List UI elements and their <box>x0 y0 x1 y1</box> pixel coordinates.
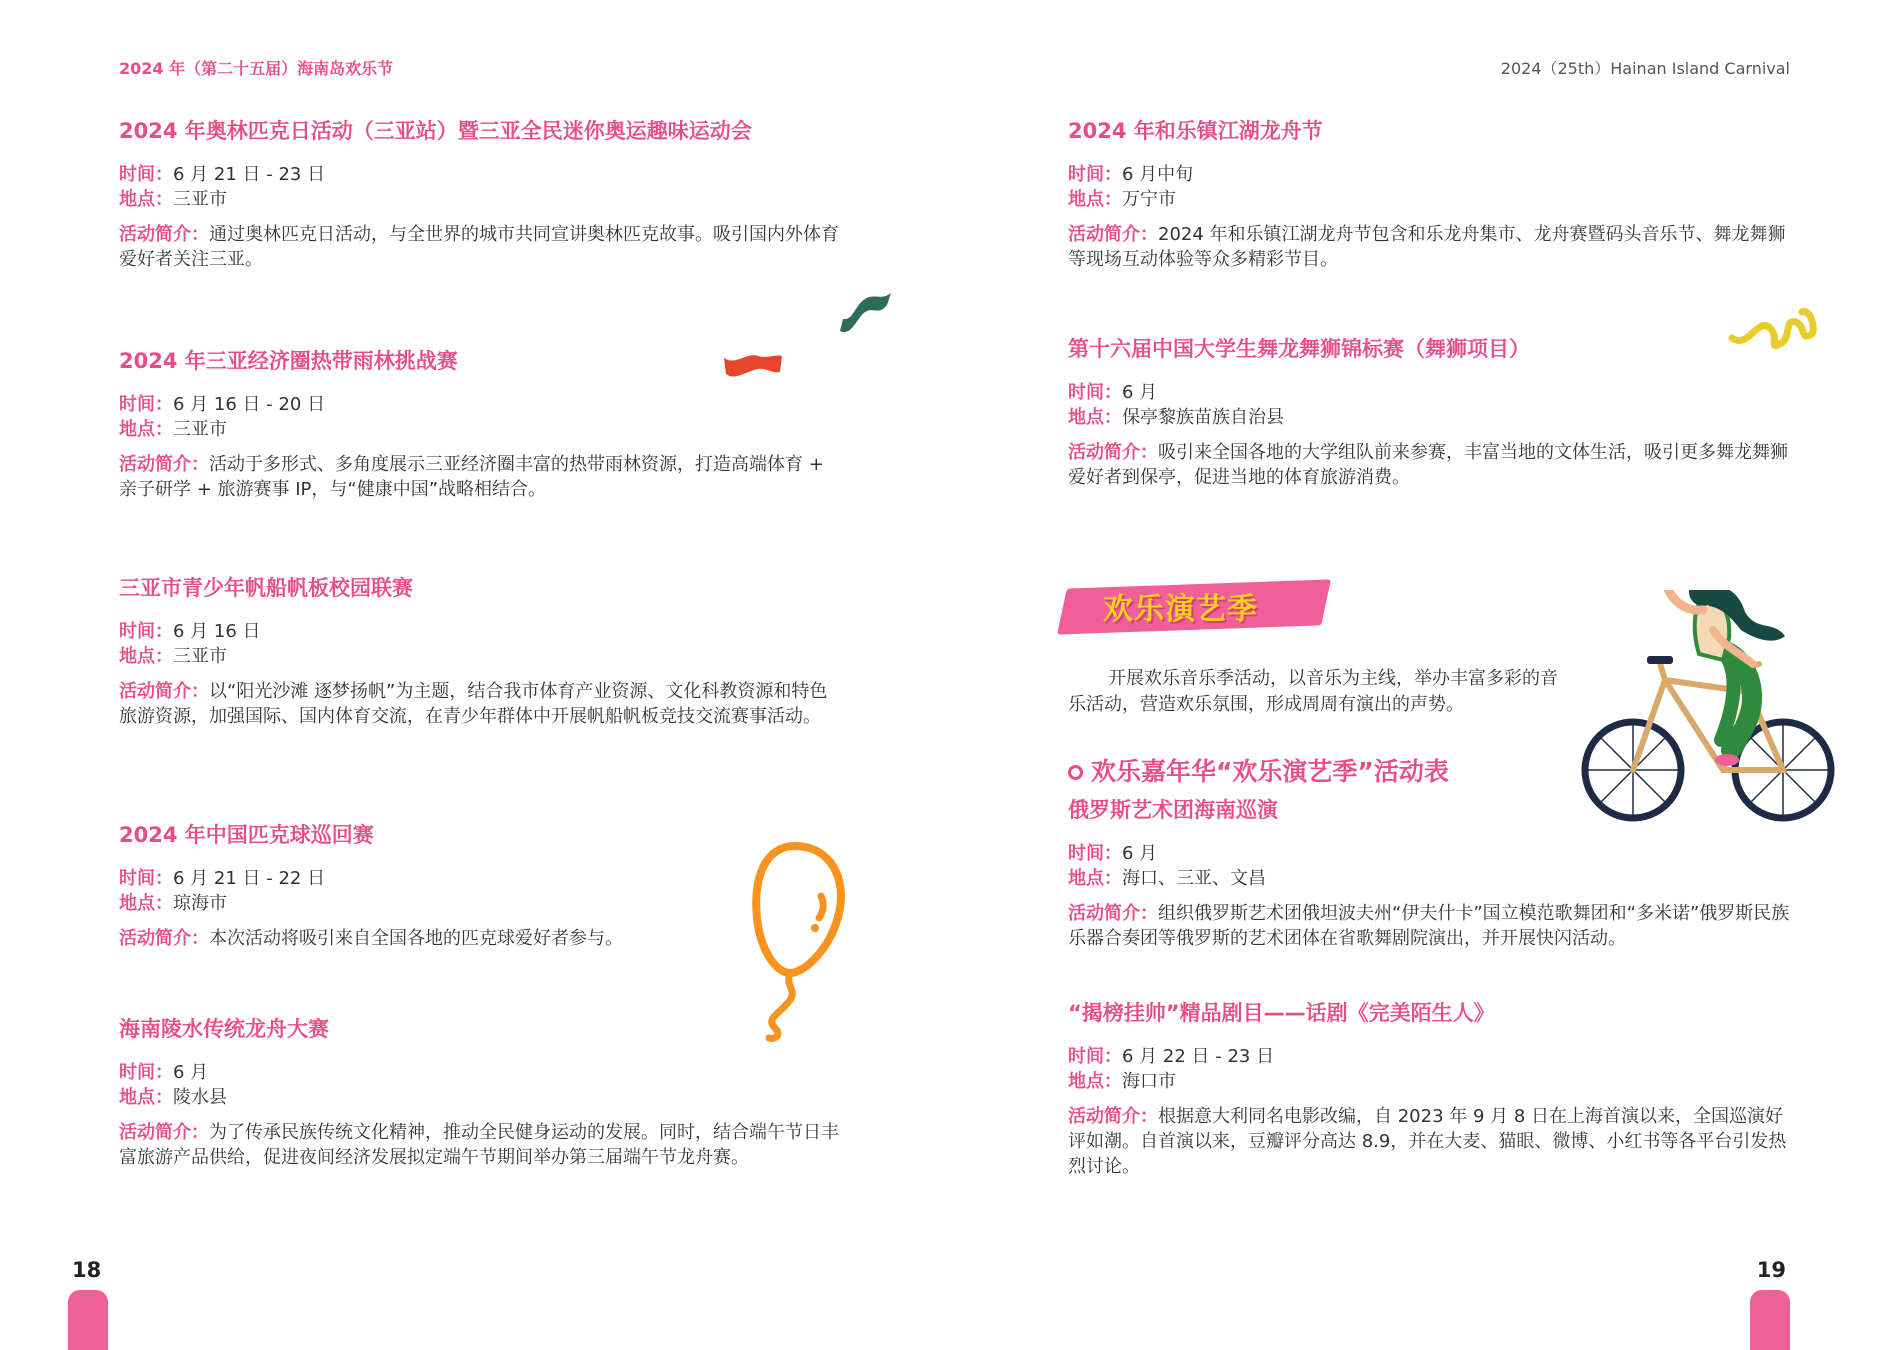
right-page <box>945 0 1890 1339</box>
event-time: 时间：6 月 <box>119 1062 209 1083</box>
event-desc: 活动简介：为了传承民族传统文化精神，推动全民健身运动的发展。同时，结合端午节日丰富旅游产品供给，促进夜间经济发展拟定端午节期间举办第三届端午节龙舟赛。 <box>119 1122 839 1168</box>
event-desc: 活动简介：组织俄罗斯艺术团俄坦波夫州“伊夫什卡”国立模范歌舞团和“多米诺”俄罗斯民族乐器合奏团等俄罗斯的艺术团体在省歌舞剧院演出，并开展快闪活动。 <box>1068 903 1790 949</box>
event-title: 2024 年和乐镇江湖龙舟节 <box>1068 119 1323 143</box>
event-youth-sailing <box>119 575 839 729</box>
event-title: 2024 年三亚经济圈热带雨林挑战赛 <box>119 349 458 373</box>
event-place: 地点：海口、三亚、文昌 <box>1068 868 1266 889</box>
event-time: 时间：6 月 <box>1068 382 1158 403</box>
event-place: 地点：三亚市 <box>119 189 227 210</box>
event-title: 海南陵水传统龙舟大赛 <box>119 1017 329 1041</box>
event-time: 时间：6 月 21 日 - 23 日 <box>119 164 326 185</box>
orange-balloon-icon <box>735 838 855 1043</box>
page-tab-right <box>1750 1290 1790 1350</box>
event-desc: 活动简介：活动于多形式、多角度展示三亚经济圈丰富的热带雨林资源，打造高端体育 + 亲子研学 + 旅游赛事 IP，与“健康中国”战略相结合。 <box>119 454 824 500</box>
event-perfect-strangers-play <box>1068 1000 1793 1179</box>
event-title: 俄罗斯艺术团海南巡演 <box>1068 798 1278 822</box>
event-desc: 活动简介：通过奥林匹克日活动，与全世界的城市共同宣讲奥林匹克故事。吸引国内外体育爱好者关注三亚。 <box>119 224 839 270</box>
event-title: 三亚市青少年帆船帆板校园联赛 <box>119 576 413 600</box>
yellow-squiggle-icon <box>1728 298 1818 356</box>
event-hele-dragon-boat <box>1068 118 1793 272</box>
running-header-left: 2024 年（第二十五届）海南岛欢乐节 <box>119 59 394 78</box>
event-lingshui-dragon-boat <box>119 1016 839 1170</box>
running-header-right: 2024（25th）Hainan Island Carnival <box>1500 59 1790 78</box>
event-lion-dance-championship <box>1068 336 1793 490</box>
red-confetti-icon <box>722 350 784 382</box>
event-desc: 活动简介：根据意大利同名电影改编，自 2023 年 9 月 8 日在上海首演以来，全国巡演好评如潮。自首演以来，豆瓣评分高达 8.9，并在大麦、猫眼、微博、小红书等各平台引发热烈讨论。 <box>1068 1106 1787 1177</box>
green-confetti-icon <box>835 285 895 341</box>
page-number-left: 18 <box>72 1258 102 1282</box>
woman-on-bicycle-illustration <box>1573 590 1845 840</box>
event-pickleball-tour <box>119 822 839 951</box>
event-desc: 活动简介：以“阳光沙滩 逐梦扬帆”为主题，结合我市体育产业资源、文化科教资源和特色旅游资源，加强国际、国内体育交流，在青少年群体中开展帆船帆板竞技交流赛事活动。 <box>119 681 828 727</box>
event-place: 地点：保亭黎族苗族自治县 <box>1068 407 1284 428</box>
event-olympic-day <box>119 118 839 272</box>
event-title: “揭榜挂帅”精品剧目——话剧《完美陌生人》 <box>1068 1001 1495 1025</box>
event-time: 时间：6 月 <box>1068 843 1158 864</box>
event-desc: 活动简介：本次活动将吸引来自全国各地的匹克球爱好者参与。 <box>119 928 623 949</box>
event-place: 地点：三亚市 <box>119 646 227 667</box>
event-desc: 活动简介：吸引来全国各地的大学组队前来参赛，丰富当地的文体生活，吸引更多舞龙舞狮爱好者到保亭，促进当地的体育旅游消费。 <box>1068 442 1788 488</box>
event-time: 时间：6 月 22 日 - 23 日 <box>1068 1046 1275 1067</box>
season-intro: 开展欢乐音乐季活动，以音乐为主线，举办丰富多彩的音乐活动，营造欢乐氛围，形成周周有演出的声势。 <box>1068 668 1558 715</box>
event-place: 地点：三亚市 <box>119 419 227 440</box>
badge-label: 欢乐演艺季 <box>1103 592 1258 627</box>
performance-season-badge <box>1063 578 1333 638</box>
event-title: 2024 年中国匹克球巡回赛 <box>119 823 374 847</box>
event-time: 时间：6 月 16 日 - 20 日 <box>119 394 326 415</box>
page-number-right: 19 <box>1756 1258 1786 1282</box>
schedule-heading: 欢乐嘉年华“欢乐演艺季”活动表 <box>1068 752 1449 788</box>
event-title: 第十六届中国大学生舞龙舞狮锦标赛（舞狮项目） <box>1068 337 1530 361</box>
left-page <box>0 0 945 1339</box>
event-title: 2024 年奥林匹克日活动（三亚站）暨三亚全民迷你奥运趣味运动会 <box>119 119 752 143</box>
event-place: 地点：海口市 <box>1068 1071 1176 1092</box>
event-place: 地点：琼海市 <box>119 893 227 914</box>
event-time: 时间：6 月 16 日 <box>119 621 261 642</box>
event-time: 时间：6 月 21 日 - 22 日 <box>119 868 326 889</box>
event-place: 地点：陵水县 <box>119 1087 227 1108</box>
bullet-ring-icon <box>1068 765 1083 780</box>
event-desc: 活动简介：2024 年和乐镇江湖龙舟节包含和乐龙舟集市、龙舟赛暨码头音乐节、舞龙舞狮等现场互动体验等众多精彩节目。 <box>1068 224 1786 270</box>
event-place: 地点：万宁市 <box>1068 189 1176 210</box>
page-tab-left <box>68 1290 108 1350</box>
event-time: 时间：6 月中旬 <box>1068 164 1194 185</box>
